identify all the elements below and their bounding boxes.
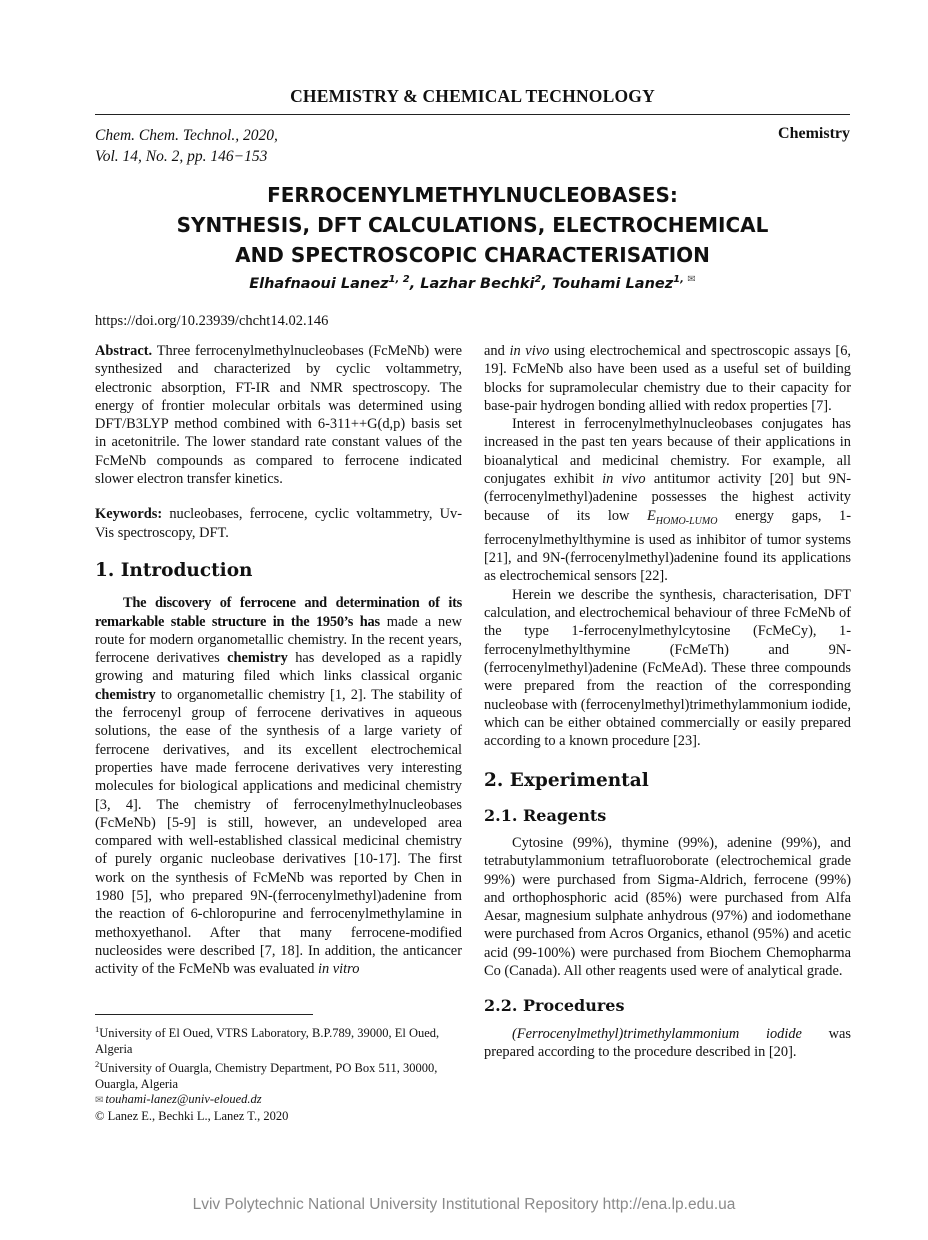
intro-paragraph-3: Herein we describe the synthesis, characterisation, DFT calculation, and electrochemical behaviour of three FcMeNb of the type 1-ferrocenylmethylcytosine (FcMeCy), 1-ferrocenylmethylthymine (FcMeTh) and 9N-(ferrocenylmethyl)adenine (FcMeAd). These three compounds were prepared from the reaction of the corresponding nucleobase with (ferrocenylmethyl)trimethylammonium iodide, which can be either obtained commercially or easily prepared according to a known procedure [23].: [484, 586, 851, 750]
author-1: Elhafnaoui Lanez: [249, 275, 389, 292]
author-2-affil: 2: [534, 274, 542, 285]
keywords: [95, 505, 462, 542]
intro-continued: and in vivo using electrochemical and spectroscopic assays [6, 19]. FcMeNb also have been used as a useful set of building blocks for supramolecular chemistry due to their capacity for base-pair hydrogen bonding allied with redox properties [7].: [484, 343, 851, 414]
reagents-heading: 2.1. Reagents: [484, 805, 607, 825]
abstract: [95, 342, 462, 488]
header-rule: [95, 114, 850, 115]
title-line-2: SYNTHESIS, DFT CALCULATIONS, ELECTROCHEMICAL: [176, 213, 769, 237]
citation-line-1: Chem. Chem. Technol., 2020,: [95, 127, 278, 144]
keywords-label: Keywords:: [95, 506, 163, 523]
author-1-affil: 1, 2: [388, 274, 410, 285]
envelope-icon: ✉: [687, 274, 696, 285]
abstract-label: Abstract.: [95, 343, 153, 359]
envelope-icon: ✉: [95, 1095, 104, 1107]
copyright: © Lanez E., Bechki L., Lanez T., 2020: [95, 1108, 289, 1123]
footnote-1: $^1$University of El Oued, VTRS Laboratory, B.P.789, 39000, El Oued, Algeria: [95, 1024, 440, 1056]
intro-paragraph: The discovery of ferrocene and determination of its remarkable stable structure in the 1950’s has made a new route for modern organometallic chemistry. In the recent years, ferrocene derivatives chemistry has developed as a rapidly growing and maturing filed which links classical organic chemistry to organometallic chemistry [1, 2]. The stability of the ferrocenyl group of ferrocene derivatives in aqueous solutions, the ease of the synthesis of a large variety of ferrocene derivatives, and its excellent electrochemical properties have made ferrocene derivatives very interesting molecules for biological applications and medicinal chemistry [3, 4]. The chemistry of ferrocenylmethylnucleobases (FcMeNb) [5-9] is still, however, an undeveloped area compared with well-established classical medicinal chemistry of purely organic nucleobase derivatives [10-17]. The first work on the synthesis of FcMeNb was reported by Chen in 1980 [5], who prepared 9N-(ferrocenylmethyl)adenine from the reaction of 6-chloropurine and ferrocenylmethylamine in methoxyethanol. After that many ferrocene-modified nucleosides were described [7, 18]. In addition, the anticancer activity of the FcMeNb was evaluated in vitro: [95, 595, 462, 978]
title-line-3: AND SPECTROSCOPIC CHARACTERISATION: [235, 243, 710, 267]
procedures-heading: 2.2. Procedures: [484, 996, 625, 1016]
citation-line-2: Vol. 14, No. 2, pp. 146−153: [95, 148, 268, 165]
right-column: [484, 342, 851, 1061]
title-line-1: FERROCENYLMETHYLNUCLEOBASES:: [267, 183, 678, 207]
footnote-rule: [95, 1014, 313, 1015]
keywords-text: nucleobases, ferrocene, cyclic voltammetry, Uv-Vis spectroscopy, DFT.: [95, 506, 462, 541]
intro-heading: 1. Introduction: [95, 559, 253, 581]
footnote-2: $^2$University of Ouargla, Chemistry Department, PO Box 511, 30000, Ouargla, Algeria: [95, 1059, 438, 1091]
procedures-paragraph: (Ferrocenylmethyl)trimethylammonium iodide was prepared according to the procedure described in [20].: [484, 1025, 851, 1060]
repository-footer: Lviv Polytechnic National University Institutional Repository http://ena.lp.edu.ua: [192, 1196, 736, 1213]
citation: [95, 125, 278, 167]
email-link[interactable]: touhami-lanez@univ-eloued.dz: [105, 1092, 262, 1107]
author-3-affil: 1, ✉: [673, 274, 696, 285]
author-list: Elhafnaoui Lanez$^{1, 2}$, Lazhar Bechki$^2$, Touhami Lanez$^{1, ✉}$: [249, 274, 696, 292]
paper-title: [95, 180, 850, 270]
section-tag: Chemistry: [778, 125, 850, 142]
footnote-email: [95, 1092, 462, 1109]
doi-link[interactable]: https://doi.org/10.23939/chcht14.02.146: [95, 313, 329, 329]
footnotes: [95, 1022, 462, 1124]
journal-header: CHEMISTRY & CHEMICAL TECHNOLOGY: [290, 86, 655, 106]
intro-paragraph-2: Interest in ferrocenylmethylnucleobases conjugates has increased in the past ten years because of their applications in bioanalytical and medicinal chemistry. For example, all conjugates exhibit in vivo antitumor activity [20] but 9N-(ferrocenylmethyl)adenine possesses the highest activity because of its low $E_{HOMO-LUMO}$ energy gaps, 1-ferrocenylmethylthymine is used as inhibitor of tumor systems [21], and 9N-(ferrocenylmethyl)adenine found its applications as electrochemical sensors [22].: [484, 416, 852, 585]
reagents-paragraph: Cytosine (99%), thymine (99%), adenine (99%), and tetrabutylammonium tetrafluoroborate (electrochemical grade 99%) were purchased from Sigma-Aldrich, ferrocene (99%) and orthophosphoric acid (85%) were purchased from Alfa Aesar, magnesium sulphate anhydrous (97%) and iodomethane were purchased from Acros Organics, ethanol (95%) and acetic acid (99-100%) were purchased from Biochem Chemopharma Co (Canada). All other reagents used were of analytical grade.: [484, 835, 851, 980]
experimental-heading: 2. Experimental: [484, 770, 649, 792]
left-column: [95, 342, 462, 979]
author-2: Lazhar Bechki: [420, 275, 535, 292]
abstract-text: Three ferrocenylmethylnucleobases (FcMeNb) were synthesized and characterized by cyclic voltammetry, electronic absorption, FT-IR and NMR spectroscopy. The energy of frontier molecular orbitals was determined using DFT/B3LYP method combined with 6-311++G(d,p) basis set in acetonitrile. The lower standard rate constant values of the FcMeNb compounds as compared to ferrocene indicated slower electron transfer kinetics.: [95, 343, 462, 488]
author-3: Touhami Lanez: [552, 275, 674, 292]
